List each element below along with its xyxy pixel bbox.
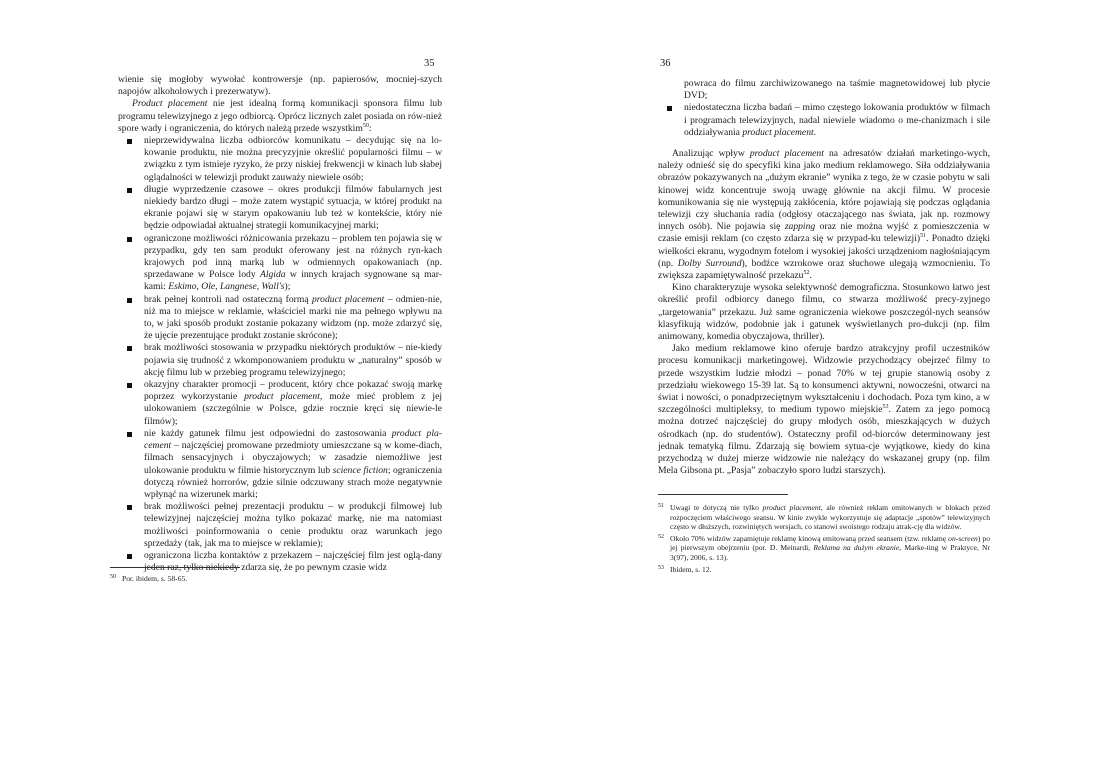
italic-term: Product placement [132,98,208,110]
footnote-mark: 50 [110,574,116,580]
list-item-text: długie wyprzedzenie czasowe – okres produkcji filmów fabularnych jest niekiedy bardzo długi – może zatem wystąpić sytuacja, w której produkt na ekranie pojawi się w starym opakowaniu lub też w kontekście, który nie będzie odpowiadał aktualnej strategii komunikacyjnej marki; [144,183,442,232]
footnote [658,534,990,563]
italic-term: Algida [259,269,286,281]
text-run: . [809,270,812,282]
list-item-continued [658,78,990,102]
square-bullet-icon [667,106,672,111]
list-item-text: ograniczona liczba kontaktów z przekazem – najczęściej film jest oglą-dany jeden raz, tylko niekiedy zdarza się, że po pewnym czasie widz [144,549,442,574]
paragraph: wienie się mogłoby wywołać kontrowersje (np. papierosów, mocniej-szych napojów alkoholowych i prezerwatyw). [118,74,442,98]
square-bullet-icon [127,383,132,388]
footnote-text: Por. ibidem, s. 58-65. [122,574,188,583]
square-bullet-icon [127,505,132,510]
list-item [118,379,442,428]
list-item [118,428,442,501]
text-run: ), bodźce wzrokowe oraz słuchowe ulegają wzmocnieniu. To zwiększa zapamiętywalność przekazu [658,257,990,282]
list-item [118,501,442,550]
text-run: ) po jej pierwszym obejrzeniu (por. D. Meinardi, [670,533,990,553]
paragraph [658,343,990,477]
footnote-ref: 51 [920,233,927,240]
square-bullet-icon [127,188,132,193]
text-run: – najczęściej promowane przedmioty umieszczane są w kome-diach, filmach sensacyjnych i obyczajowych; w zasadzie niemożliwe jest ulokowanie produktu w filmie historycznym lub [144,440,442,476]
text-run: . Ponadto dzięki wielkości ekranu, wygodnym fotelom i wysokiej jakości urządzeniom nagłośniającym (np. [658,233,990,269]
text-run: okazyjny charakter promocji – producent, który chce pokazać swoją markę poprzez wykorzystanie [144,379,442,403]
bullet-list [118,135,442,574]
right-page [550,0,1100,778]
list-item-text: brak możliwości stosowania w przypadku niektórych produktów – nie-kiedy pojawia się trudność z wkomponowaniem produktu w „naturalny” sposób w akcję filmu lub w przebieg programu telewizyjnego; [144,342,442,378]
footnote-ref: 52 [803,269,810,276]
square-bullet-icon [127,554,132,559]
footnote [658,503,990,532]
square-bullet-icon [127,432,132,437]
square-bullet-icon [127,139,132,144]
italic-term: product placement [312,293,385,305]
text-run: Analizując wpływ [672,148,750,160]
paragraph [658,148,990,282]
list-item [118,342,442,379]
footnote-mark: 52 [658,533,664,540]
page-body [118,74,442,574]
list-item [118,184,442,233]
text-run: niedostateczna liczba badań – mimo częstego lokowania produktów w filmach i programach telewizyjnych, nadal niewiele wiadomo o me-chanizmach i sile oddziaływania [684,102,990,138]
text-run: w innych krajach sygnowane są mar-kami: [144,269,442,293]
text-run: na adresatów działań marketingo-wych, należy odnieść się do specyfiki kina jako medium reklamowego. Siła oddziaływania obrazów pokazywanych na „dużym ekranie” wynika z tego, że w czasie pobytu w sali kinowej widz koncentruje swoją uwagę głównie na akcji filmu. W procesie komunikowania się nie występują zakłócenia, które pojawiają się podczas oglądania telewizji czy słuchania radia (odgłosy otaczającego nas świata, jak np. rozmowy innych osób). Nie pojawia się [658,148,990,233]
text-run: , Marke-ting w Praktyce, Nr 3(97), 2006, s. 13). [670,543,991,562]
italic-term: product placement [244,391,320,403]
list-item [118,550,442,574]
footnote-ref: 50 [362,122,369,129]
text-run: . Zatem za jego pomocą można dotrzeć najczęściej do grupy młodych osób, mieszkających w dużych ośrodkach (np. do studentów). Ostateczny profil od-biorców determinowany jest jednak tematyką filmu. Zdarzają się bowiem sytua-cje wyjątkowe, kiedy do kina przychodzą w dużej mierze widzowie nie należący do wskazanej grupy (np. film Mela Gibsona pt. „Pasja” zobaczyło sporo ludzi starszych). [658,404,990,477]
page-number: 36 [660,58,671,69]
bullet-list [658,78,990,139]
paragraph [118,98,442,135]
list-item-text: nieprzewidywalna liczba odbiorców komunikatu – decydując się na lo-kowanie produktu, nie można precyzyjnie określić popularności filmu – w związku z tym istnieje ryzyko, że przy niskiej frekwencji w kinach lub słabej oglądalności w telewizji produkt zauważy niewiele osób; [144,135,442,183]
spacer [658,139,990,148]
list-item-text: brak możliwości pełnej prezentacji produktu – w produkcji filmowej lub telewizyjnej najczęściej można tylko pokazać markę, nie ma natomiast możliwości poinformowania o cenie produktu oraz warunkach jego sprzedaży (tak, jak ma to miejsce w reklamie); [144,501,442,549]
footnote-mark: 51 [658,503,664,509]
page-number: 35 [424,58,435,69]
text-run: oraz nie można wyjść z pomieszczenia w czasie emisji reklam (co często zdarza się w przypad-ku telewizji) [658,221,990,245]
footnote [658,565,990,575]
square-bullet-icon [127,346,132,351]
text-run: . [813,126,817,138]
italic-term: product placement [762,503,821,512]
text-run: Jako medium reklamowe kino oferuje bardzo atrakcyjny profil uczestników procesu komunikacji marketingowej. Widzowie przychodzący obejrzeć filmy to przede wszystkim ludzie młodzi – ponad 70% w tej grupie stanowią osoby z przedziału wiekowego 15-39 lat. Są to konsumenci aktywni, nowocześni, otwarci na świat i nowości, o ponadprzeciętnym wykształceniu i dochodach. Poza tym kino, a w szczególności multipleksy, to medium typowo miejskie [658,343,990,416]
text-run: nie każdy gatunek filmu jest odpowiedni do zastosowania [144,427,392,439]
footnote-mark: 53 [658,564,664,571]
text-run: ; ograniczenia dotyczą również horrorów, gdzie silnie odczuwany strach może negatywnie wpłynąć na wizerunek marki; [144,464,442,500]
list-item [118,233,442,294]
italic-term: product pla-cement [144,427,442,452]
text-run: : [368,122,372,134]
footnote-divider [110,567,240,568]
italic-term: product placement [749,148,824,160]
footnotes [110,574,440,586]
italic-term: Eskimo, Ole, Langnese, Wall's [168,281,285,293]
square-bullet-icon [127,298,132,303]
footnote-ref: 53 [882,404,889,411]
footnote-divider [658,494,788,495]
footnote-text: Ibidem, s. 12. [670,564,712,574]
text-run: , może mieć problem z jej ulokowaniem (szczególnie w Polsce, gdzie rocznie kręci się niewie-le filmów); [144,391,442,427]
text-run: ograniczone możliwości różnicowania przekazu – problem ten pojawia się w przypadku, gdy ten sam produkt oferowany jest na różnych ryn-kach krajowych pod inną marką lub w odmiennych opakowaniach (np. sprzedawane w Polsce lody [144,232,442,281]
text-run: – odmien-nie, niż ma to miejsce w reklamie, właściciel marki nie ma pełnego wpływu na to, w jaki sposób produkt zostanie pokazany widzom (np. może zdarzyć się, że ujęcie prezentujące produkt zostanie skrócone); [144,293,443,342]
square-bullet-icon [127,237,132,242]
text-run: , ale również reklam emitowanych w blokach przed rozpoczęciem właściwego seansu. W kinie zwykle wykorzystuje się adaptacje „spotów” telewizyjnych często w dłuższych, rozwiniętych wersjach, co stanowi swoistego rodzaju atrak-cję dla widzów. [670,503,990,532]
list-item [118,135,442,184]
italic-term: Dolby Surround [677,257,742,269]
text-run: Około 70% widzów zapamiętuje reklamę kinową emitowaną przed seansem (tzw. reklamę [670,533,949,543]
list-item [118,294,442,343]
text-run: Uwagi te dotyczą nie tylko [670,503,763,512]
italic-term: Reklama na dużym ekranie [813,543,900,553]
italic-term: science fiction [332,464,388,476]
italic-term: on-screen [948,533,978,543]
footnotes [658,503,990,576]
footnote [110,574,440,584]
list-item [658,102,990,139]
list-item-text: powraca do filmu zarchiwizowanego na taśmie magnetowidowej lub płycie DVD; [684,78,990,102]
text-run: brak pełnej kontroli nad ostateczną formą [144,293,312,305]
italic-term: zapping [784,221,816,233]
text-run: ); [284,281,291,293]
paragraph: Kino charakteryzuje wysoka selektywność demograficzna. Stosunkowo łatwo jest określić profil odbiorcy danego filmu, co stwarza możliwość precy-zyjnego „targetowania” przekazu. Już same ograniczenia wiekowe poszczegól-nych seansów klasyfikują widzów, podobnie jak i gatunek wyświetlanych pro-dukcji (np. film animowany, komedia obyczajowa, thriller). [658,282,990,343]
text-run: nie jest idealną formą komunikacji sponsora filmu lub programu telewizyjnego z jego odbiorcą. Oprócz licznych zalet posiada on rów-nież spore wady i ograniczenia, do których należą przede wszystkim [118,98,442,134]
italic-term: product placement [742,126,814,138]
page-body [658,78,990,478]
